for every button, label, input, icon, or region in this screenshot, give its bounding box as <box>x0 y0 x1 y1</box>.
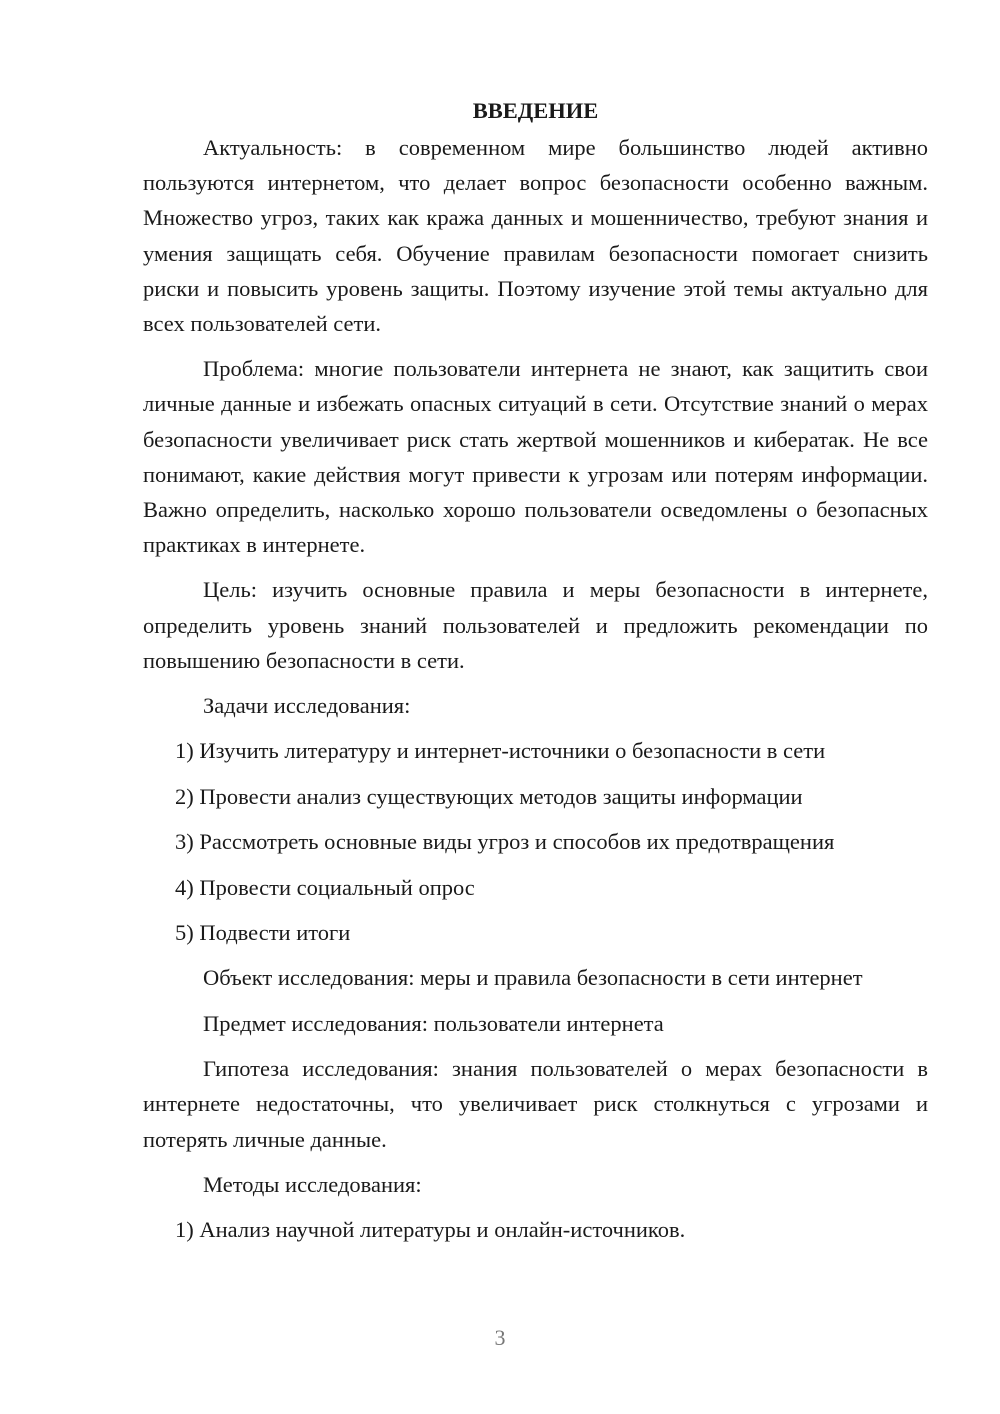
list-item: 5) Подвести итоги <box>175 920 351 945</box>
methods-list <box>143 1212 928 1247</box>
tasks-list <box>143 733 928 950</box>
hypothesis-paragraph: Гипотеза исследования: знания пользователей о мерах безопасности в интернете недостаточны, что увеличивает риск столкнуться с угрозами и потерять личные данные. <box>143 1056 928 1152</box>
list-item: 3) Рассмотреть основные виды угроз и способов их предотвращения <box>175 829 835 855</box>
section-heading: ВВЕДЕНИЕ <box>472 98 599 123</box>
list-item: 1) Анализ научной литературы и онлайн-источников. <box>175 1217 686 1243</box>
tasks-heading: Задачи исследования: <box>203 693 411 719</box>
relevance-paragraph: Актуальность: в современном мире большинство людей активно пользуются интернетом, что делает вопрос безопасности особенно важным. Множество угроз, таких как кража данных и мошенничество, требуют знания и умения защищать себя. Обучение правилам безопасности помогает снизить риски и повысить уровень защиты. Поэтому изучение этой темы актуально для всех пользователей сети. <box>143 135 928 337</box>
goal-paragraph: Цель: изучить основные правила и меры безопасности в интернете, определить уровень знаний пользователей и предложить рекомендации по повышению безопасности в сети. <box>143 577 928 673</box>
object-line: Объект исследования: меры и правила безопасности в сети интернет <box>203 965 863 991</box>
methods-heading: Методы исследования: <box>203 1171 422 1197</box>
page-number: 3 <box>494 1325 506 1350</box>
list-item: 4) Провести социальный опрос <box>175 874 475 900</box>
subject-line: Предмет исследования: пользователи интернета <box>203 1010 664 1036</box>
problem-paragraph: Проблема: многие пользователи интернета не знают, как защитить свои личные данные и избежать опасных ситуаций в сети. Отсутствие знаний о мерах безопасности увеличивает риск стать жертвой мошенников и кибератак. Не все понимают, какие действия могут привести к угрозам или потерям информации. Важно определить, насколько хорошо пользователи осведомлены о безопасных практиках в интернете. <box>143 356 928 558</box>
list-item: 1) Изучить литературу и интернет-источники о безопасности в сети <box>175 738 826 764</box>
list-item: 2) Провести анализ существующих методов защиты информации <box>175 783 803 809</box>
page-content <box>143 92 928 1258</box>
